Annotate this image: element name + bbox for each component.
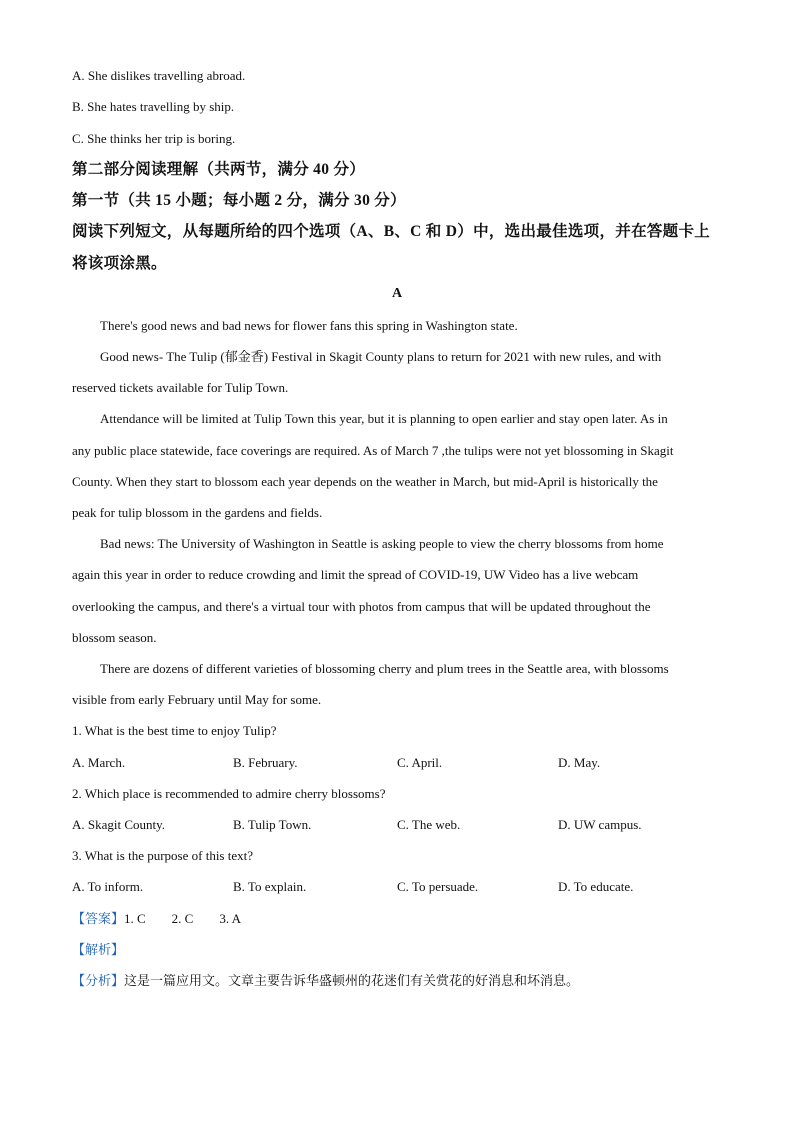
question-3-option-d: D. To educate. [558,879,634,894]
question-2-option-c: C. The web. [397,817,461,832]
answer-values: 1. C 2. C 3. A [124,911,242,926]
passage-line: reserved tickets available for Tulip Town. [72,380,289,395]
part2-heading: 第二部分阅读理解（共两节，满分 40 分） [72,161,366,178]
analysis-label: 【解析】 [72,942,125,957]
passage-line: again this year in order to reduce crowding and limit the spread of COVID-19, UW Video has a live webcam [72,567,639,582]
answer-line [72,911,241,927]
instruction-line-2: 将该项涂黑。 [72,255,167,272]
passage-line: Attendance will be limited at Tulip Town this year, but it is planning to open earlier and stay open later. As in [100,411,668,426]
question-1-option-c: C. April. [397,755,443,770]
question-3-option-b: B. To explain. [233,879,307,894]
passage-line: Bad news: The University of Washington in Seattle is asking people to view the cherry blossoms from home [100,536,664,551]
passage-line: visible from early February until May for some. [72,692,322,707]
question-2-option-a: A. Skagit County. [72,817,166,832]
passage-line: overlooking the campus, and there's a virtual tour with photos from campus that will be updated throughout the [72,599,651,614]
question-2-option-d: D. UW campus. [558,817,642,832]
passage-line: blossom season. [72,630,157,645]
passage-line: County. When they start to blossom each year depends on the weather in March, but mid-April is historically the [72,474,658,489]
listening-option-b: B. She hates travelling by ship. [72,99,235,114]
listening-option-a: A. She dislikes travelling abroad. [72,68,246,83]
question-1-option-b: B. February. [233,755,298,770]
listening-option-c: C. She thinks her trip is boring. [72,131,236,146]
question-stem-3: 3. What is the purpose of this text? [72,848,254,863]
passage-line: peak for tulip blossom in the gardens and fields. [72,505,323,520]
passage-line: There's good news and bad news for flower fans this spring in Washington state. [100,318,518,333]
summary-line [72,973,579,989]
question-2-option-b: B. Tulip Town. [233,817,312,832]
question-stem-1: 1. What is the best time to enjoy Tulip? [72,723,277,738]
question-3-option-c: C. To persuade. [397,879,479,894]
passage-title: A [391,286,403,301]
section1-heading: 第一节（共 15 小题；每小题 2 分，满分 30 分） [72,192,406,209]
passage-line: any public place statewide, face coverings are required. As of March 7 ,the tulips were not yet blossoming in Skagit [72,443,674,458]
instruction-line-1: 阅读下列短文，从每题所给的四个选项（A、B、C 和 D）中，选出最佳选项，并在答题卡上 [72,223,711,240]
passage-line: Good news- The Tulip (郁金香) Festival in Skagit County plans to return for 2021 with new rules, and with [100,349,662,364]
question-3-option-a: A. To inform. [72,879,144,894]
question-1-option-d: D. May. [558,755,601,770]
passage-line: There are dozens of different varieties of blossoming cherry and plum trees in the Seattle area, with blossoms [100,661,669,676]
question-1-option-a: A. March. [72,755,126,770]
question-stem-2: 2. Which place is recommended to admire cherry blossoms? [72,786,386,801]
analysis-line [72,942,124,958]
summary-text: 这是一篇应用文。文章主要告诉华盛顿州的花迷们有关赏花的好消息和坏消息。 [124,973,580,988]
answer-label: 【答案】 [72,911,125,926]
summary-label: 【分析】 [72,973,125,988]
